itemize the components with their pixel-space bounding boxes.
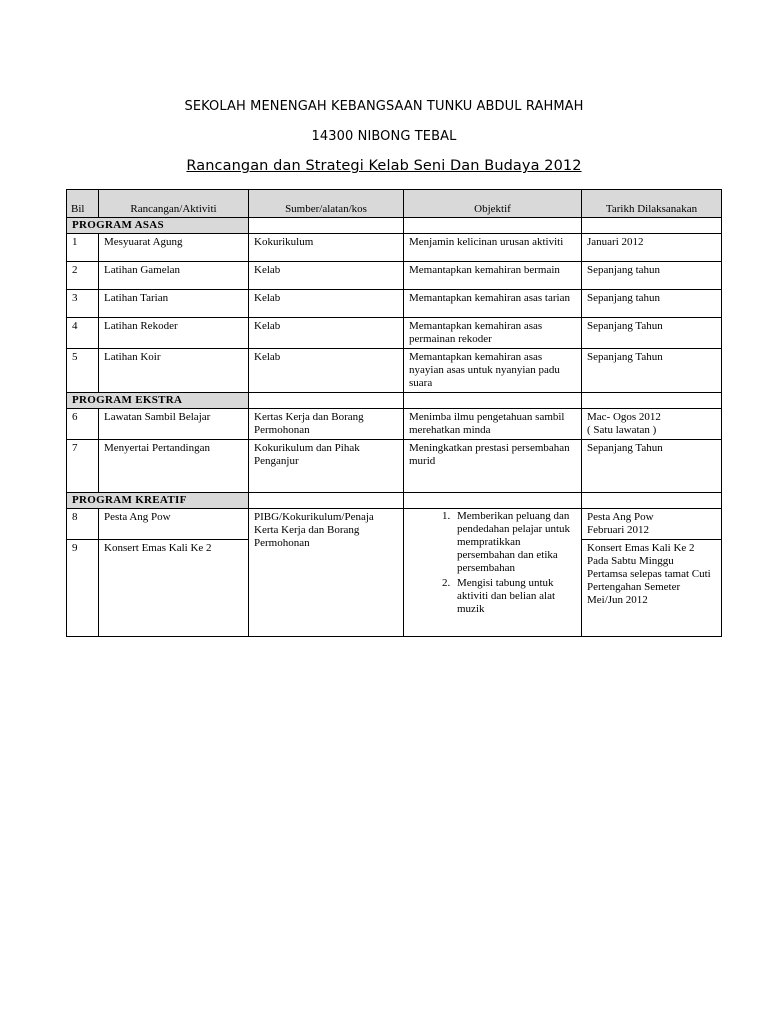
col-aktiviti: Rancangan/Aktiviti (99, 190, 249, 218)
cell-tarikh: Sepanjang Tahun (582, 318, 722, 349)
section-asas (67, 218, 722, 234)
document-title: Rancangan dan Strategi Kelab Seni Dan Budaya 2012 (186, 158, 582, 174)
cell-sumber: Kelab (249, 262, 404, 290)
objektif-list (409, 510, 576, 616)
table-row (67, 234, 722, 262)
plan-table (66, 189, 722, 637)
cell-tarikh: Sepanjang tahun (582, 262, 722, 290)
cell-sumber: Kokurikulum dan Pihak Penganjur (249, 440, 404, 493)
section-kreatif (67, 493, 722, 509)
section-label: PROGRAM KREATIF (67, 493, 249, 509)
cell-objektif (404, 509, 582, 637)
cell-sumber: PIBG/Kokurikulum/Penaja Kerta Kerja dan Borang Permohonan (249, 509, 404, 637)
cell-tarikh: Konsert Emas Kali Ke 2 Pada Sabtu Minggu Pertamsa selepas tamat Cuti Pertengahan Semeter Mei/Jun 2012 (582, 540, 722, 637)
table-header-row (67, 190, 722, 218)
cell-tarikh: Sepanjang Tahun (582, 440, 722, 493)
cell-objektif: Menjamin kelicinan urusan aktiviti (404, 234, 582, 262)
cell-objektif: Memantapkan kemahiran asas nyayian asas untuk nyanyian padu suara (404, 349, 582, 393)
cell-bil: 7 (67, 440, 99, 493)
list-item: 1. Memberikan peluang dan pendedahan pelajar untuk mempratikkan persembahan dan etika persembahan (453, 510, 576, 575)
section-label: PROGRAM ASAS (67, 218, 249, 234)
table-row (67, 509, 722, 540)
table-row (67, 349, 722, 393)
col-objektif: Objektif (404, 190, 582, 218)
cell-aktiviti: Latihan Tarian (99, 290, 249, 318)
section-label: PROGRAM EKSTRA (67, 393, 249, 409)
cell-bil: 3 (67, 290, 99, 318)
table-row (67, 318, 722, 349)
cell-bil: 4 (67, 318, 99, 349)
cell-aktiviti: Latihan Koir (99, 349, 249, 393)
cell-objektif: Memantapkan kemahiran asas tarian (404, 290, 582, 318)
cell-tarikh: Sepanjang tahun (582, 290, 722, 318)
cell-bil: 2 (67, 262, 99, 290)
cell-bil: 5 (67, 349, 99, 393)
cell-bil: 6 (67, 409, 99, 440)
cell-bil: 1 (67, 234, 99, 262)
table-row (67, 290, 722, 318)
school-name: SEKOLAH MENENGAH KEBANGSAAN TUNKU ABDUL RAHMAH (184, 99, 584, 114)
cell-tarikh: Pesta Ang Pow Februari 2012 (582, 509, 722, 540)
cell-objektif: Meningkatkan prestasi persembahan murid (404, 440, 582, 493)
cell-aktiviti: Latihan Rekoder (99, 318, 249, 349)
section-ekstra (67, 393, 722, 409)
table-row (67, 440, 722, 493)
cell-bil: 9 (67, 540, 99, 637)
cell-aktiviti: Lawatan Sambil Belajar (99, 409, 249, 440)
cell-aktiviti: Mesyuarat Agung (99, 234, 249, 262)
cell-tarikh: Mac- Ogos 2012 ( Satu lawatan ) (582, 409, 722, 440)
cell-aktiviti: Konsert Emas Kali Ke 2 (99, 540, 249, 637)
cell-aktiviti: Menyertai Pertandingan (99, 440, 249, 493)
col-bil: Bil (67, 190, 99, 218)
cell-aktiviti: Pesta Ang Pow (99, 509, 249, 540)
cell-sumber: Kelab (249, 349, 404, 393)
table-row (67, 262, 722, 290)
cell-sumber: Kokurikulum (249, 234, 404, 262)
list-item: 2. Mengisi tabung untuk aktiviti dan belian alat muzik (453, 577, 576, 616)
cell-sumber: Kelab (249, 318, 404, 349)
cell-objektif: Memantapkan kemahiran asas permainan rekoder (404, 318, 582, 349)
cell-sumber: Kertas Kerja dan Borang Permohonan (249, 409, 404, 440)
cell-sumber: Kelab (249, 290, 404, 318)
table-row (67, 409, 722, 440)
cell-bil: 8 (67, 509, 99, 540)
cell-aktiviti: Latihan Gamelan (99, 262, 249, 290)
col-tarikh: Tarikh Dilaksanakan (582, 190, 722, 218)
cell-tarikh: Januari 2012 (582, 234, 722, 262)
cell-objektif: Menimba ilmu pengetahuan sambil merehatkan minda (404, 409, 582, 440)
col-sumber: Sumber/alatan/kos (249, 190, 404, 218)
cell-tarikh: Sepanjang Tahun (582, 349, 722, 393)
school-address: 14300 NIBONG TEBAL (311, 129, 457, 144)
cell-objektif: Memantapkan kemahiran bermain (404, 262, 582, 290)
